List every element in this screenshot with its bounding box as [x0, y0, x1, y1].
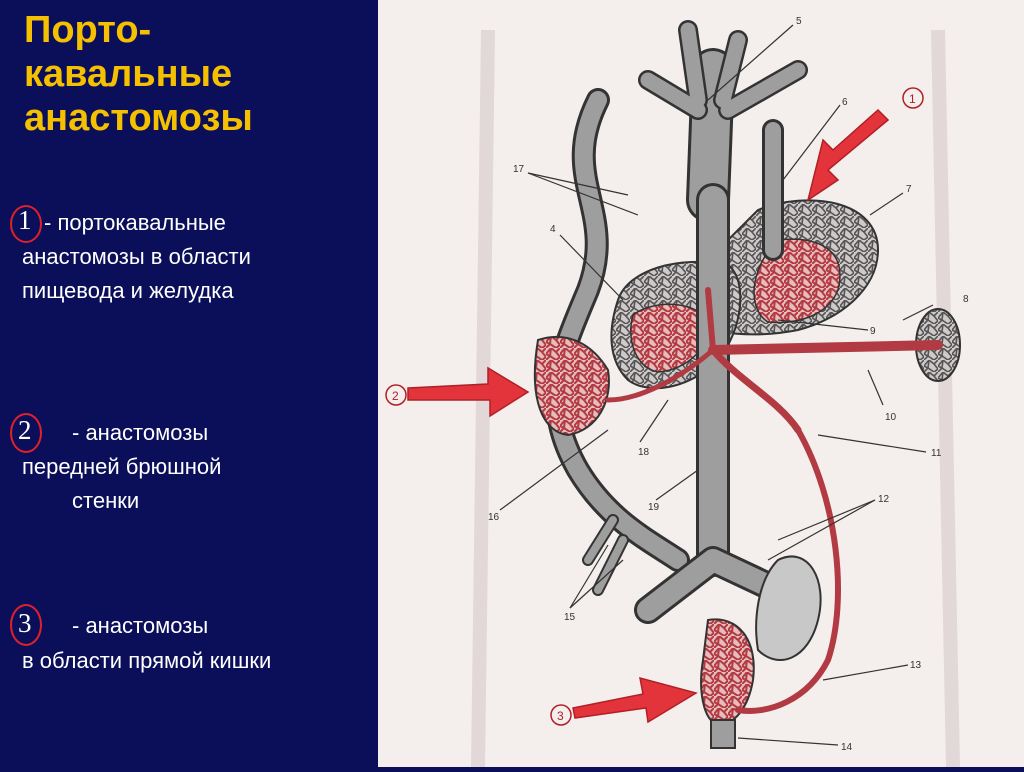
title-line-2: кавальные — [24, 53, 233, 95]
callout-17: 17 — [513, 164, 525, 175]
title-line-1: Порто- — [24, 9, 152, 51]
callout-11: 11 — [931, 448, 942, 459]
callout-4: 4 — [550, 224, 556, 235]
arrow-1 — [808, 110, 888, 200]
callout-18: 18 — [638, 447, 650, 458]
item-3-number: 3 — [18, 608, 32, 638]
text-panel — [0, 0, 378, 767]
item-1-line-3: пищевода и желудка — [22, 278, 234, 303]
callout-9: 9 — [870, 326, 876, 337]
callout-8: 8 — [963, 294, 969, 305]
callout-19: 19 — [648, 502, 660, 513]
callout-6: 6 — [842, 97, 848, 108]
callout-15: 15 — [564, 612, 576, 623]
item-2-line-2: передней брюшной — [22, 454, 222, 479]
item-1-line-1: - портокавальные — [44, 210, 226, 235]
diagram-svg — [378, 0, 1024, 767]
anatomy-diagram — [378, 0, 1024, 767]
item-1-line-2: анастомозы в области — [22, 244, 251, 269]
item-3-line-2: в области прямой кишки — [22, 648, 272, 673]
callout-5: 5 — [796, 16, 802, 27]
callout-12: 12 — [878, 494, 890, 505]
callout-10: 10 — [885, 412, 897, 423]
item-1-number: 1 — [18, 205, 32, 235]
item-3-line-1: - анастомозы — [72, 613, 209, 638]
callout-7: 7 — [906, 184, 912, 195]
title-line-3: анастомозы — [24, 97, 253, 139]
circled-labels — [386, 88, 923, 725]
arrow-2 — [408, 368, 528, 416]
circled-label-1: 1 — [909, 92, 916, 106]
item-2-number: 2 — [18, 415, 32, 445]
callout-13: 13 — [910, 660, 922, 671]
circled-label-3: 3 — [557, 709, 564, 723]
callout-16: 16 — [488, 512, 500, 523]
rectum-end — [711, 720, 735, 748]
abdominal-wall-anastomosis — [535, 337, 609, 435]
circled-label-2: 2 — [392, 389, 399, 403]
item-2-line-1: - анастомозы — [72, 420, 209, 445]
arrow-3 — [573, 678, 696, 722]
callout-14: 14 — [841, 742, 853, 753]
item-2-line-3: стенки — [72, 488, 140, 513]
